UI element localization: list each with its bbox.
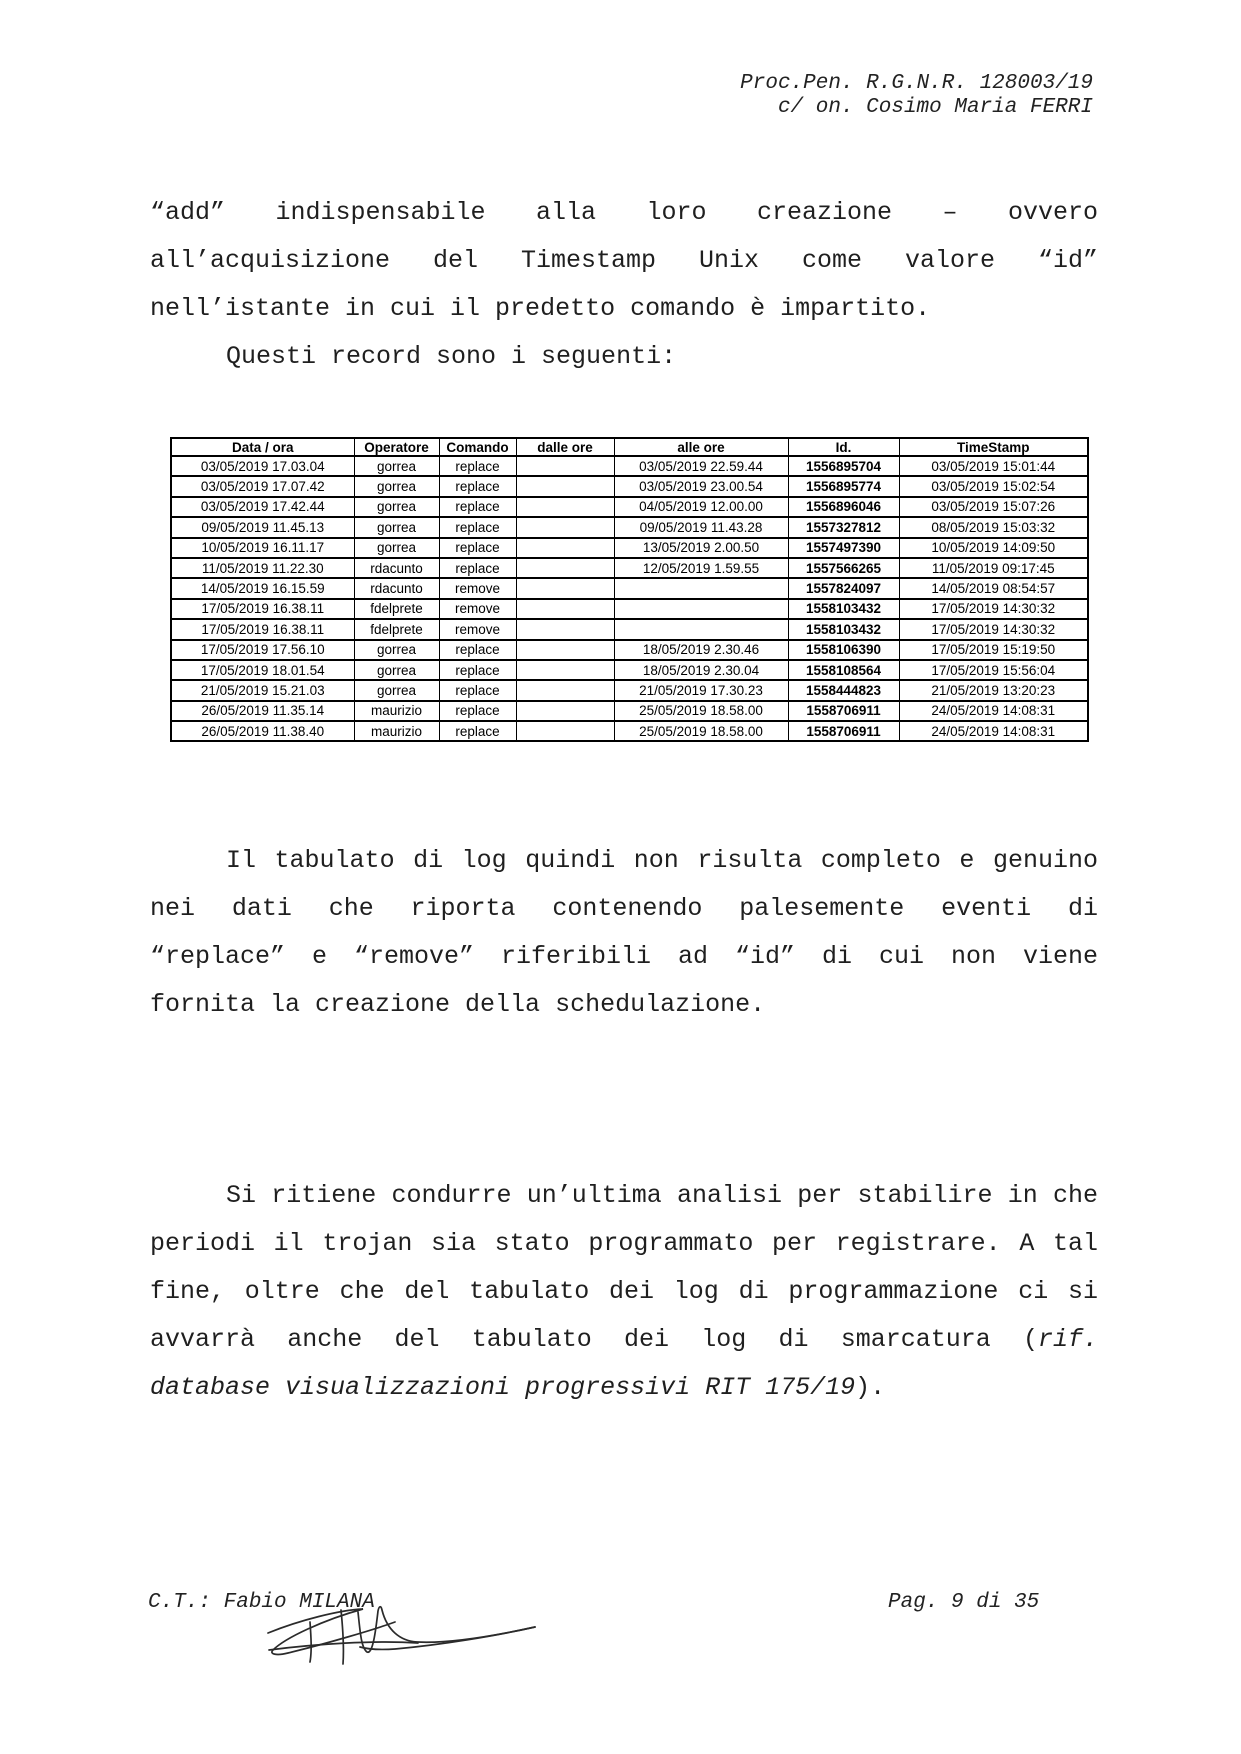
cell-dalle-ore (516, 599, 614, 619)
cell-comando: replace (439, 640, 516, 660)
cell-dalle-ore (516, 721, 614, 741)
cell-id: 1556896046 (788, 497, 899, 517)
col-header-alle-ore: alle ore (614, 438, 788, 456)
cell-data-ora: 17/05/2019 18.01.54 (171, 660, 354, 680)
cell-timestamp: 03/05/2019 15:01:44 (899, 456, 1088, 476)
col-header-dalle-ore: dalle ore (516, 438, 614, 456)
paragraph-add-timestamp (150, 189, 1098, 333)
log-table-row (171, 497, 1088, 517)
cell-dalle-ore (516, 619, 614, 639)
cell-id: 1557497390 (788, 538, 899, 558)
log-table-row (171, 599, 1088, 619)
cell-alle-ore (614, 578, 788, 598)
paragraph-tabulato-log (150, 837, 1098, 1029)
log-table-row (171, 476, 1088, 496)
cell-dalle-ore (516, 680, 614, 700)
cell-alle-ore: 21/05/2019 17.30.23 (614, 680, 788, 700)
cell-id: 1558444823 (788, 680, 899, 700)
cell-alle-ore: 18/05/2019 2.30.46 (614, 640, 788, 660)
cell-dalle-ore (516, 558, 614, 578)
cell-timestamp: 11/05/2019 09:17:45 (899, 558, 1088, 578)
col-header-data-ora: Data / ora (171, 438, 354, 456)
cell-operatore: gorrea (354, 660, 439, 680)
cell-data-ora: 26/05/2019 11.35.14 (171, 701, 354, 721)
paragraph-line: fine, oltre che del tabulato dei log di programmazione ci si (150, 1277, 1098, 1306)
cell-dalle-ore (516, 640, 614, 660)
cell-dalle-ore (516, 456, 614, 476)
cell-timestamp: 17/05/2019 14:30:32 (899, 619, 1088, 639)
col-header-id: Id. (788, 438, 899, 456)
cell-dalle-ore (516, 660, 614, 680)
cell-id: 1557824097 (788, 578, 899, 598)
cell-dalle-ore (516, 538, 614, 558)
cell-comando: replace (439, 558, 516, 578)
cell-data-ora: 03/05/2019 17.03.04 (171, 456, 354, 476)
cell-data-ora: 10/05/2019 16.11.17 (171, 538, 354, 558)
cell-operatore: gorrea (354, 456, 439, 476)
cell-data-ora: 17/05/2019 16.38.11 (171, 599, 354, 619)
cell-data-ora: 03/05/2019 17.42.44 (171, 497, 354, 517)
paragraph-questi-record (150, 333, 1098, 381)
log-table-row (171, 680, 1088, 700)
cell-id: 1557566265 (788, 558, 899, 578)
cell-alle-ore (614, 599, 788, 619)
cell-timestamp: 24/05/2019 14:08:31 (899, 701, 1088, 721)
log-table-row (171, 721, 1088, 741)
cell-operatore: gorrea (354, 538, 439, 558)
log-table-row (171, 578, 1088, 598)
log-table-row (171, 517, 1088, 537)
paragraph-line: Questi record sono i seguenti: (226, 342, 677, 371)
cell-dalle-ore (516, 701, 614, 721)
col-header-timestamp: TimeStamp (899, 438, 1088, 456)
cell-alle-ore: 25/05/2019 18.58.00 (614, 721, 788, 741)
cell-id: 1556895774 (788, 476, 899, 496)
cell-alle-ore: 13/05/2019 2.00.50 (614, 538, 788, 558)
cell-alle-ore: 03/05/2019 23.00.54 (614, 476, 788, 496)
paragraph-line: nei dati che riporta contenendo palesemente eventi di (150, 894, 1098, 923)
cell-operatore: fdelprete (354, 619, 439, 639)
cell-comando: remove (439, 599, 516, 619)
cell-id: 1558103432 (788, 619, 899, 639)
cell-comando: replace (439, 476, 516, 496)
cell-operatore: gorrea (354, 497, 439, 517)
footer-page-number: Pag. 9 di 35 (888, 1591, 1040, 1614)
cell-id: 1558106390 (788, 640, 899, 660)
cell-comando: remove (439, 578, 516, 598)
cell-timestamp: 24/05/2019 14:08:31 (899, 721, 1088, 741)
cell-alle-ore (614, 619, 788, 639)
cell-id: 1558103432 (788, 599, 899, 619)
footer-ct-name: C.T.: Fabio MILANA (148, 1591, 375, 1614)
cell-comando: replace (439, 721, 516, 741)
cell-comando: replace (439, 497, 516, 517)
log-table-row (171, 660, 1088, 680)
log-table-row (171, 640, 1088, 660)
cell-data-ora: 17/05/2019 17.56.10 (171, 640, 354, 660)
cell-timestamp: 10/05/2019 14:09:50 (899, 538, 1088, 558)
cell-data-ora: 14/05/2019 16.15.59 (171, 578, 354, 598)
cell-timestamp: 17/05/2019 15:56:04 (899, 660, 1088, 680)
cell-dalle-ore (516, 476, 614, 496)
cell-data-ora: 21/05/2019 15.21.03 (171, 680, 354, 700)
text-normal: ). (855, 1373, 886, 1402)
doc-header-line1: Proc.Pen. R.G.N.R. 128003/19 (740, 72, 1093, 95)
cell-timestamp: 03/05/2019 15:02:54 (899, 476, 1088, 496)
cell-timestamp: 14/05/2019 08:54:57 (899, 578, 1088, 598)
paragraph-line (150, 1316, 1098, 1364)
cell-timestamp: 17/05/2019 14:30:32 (899, 599, 1088, 619)
cell-timestamp: 08/05/2019 15:03:32 (899, 517, 1088, 537)
paragraph-ultima-analisi (150, 1172, 1098, 1412)
doc-header (740, 72, 1093, 120)
cell-alle-ore: 12/05/2019 1.59.55 (614, 558, 788, 578)
doc-header-line2: c/ on. Cosimo Maria FERRI (777, 96, 1093, 119)
cell-id: 1556895704 (788, 456, 899, 476)
text-italic-rif: rif. (1037, 1325, 1098, 1354)
cell-operatore: maurizio (354, 701, 439, 721)
cell-operatore: gorrea (354, 680, 439, 700)
cell-operatore: rdacunto (354, 578, 439, 598)
text-italic-database-rit: database visualizzazioni progressivi RIT 175/19 (150, 1373, 856, 1402)
cell-id: 1558108564 (788, 660, 899, 680)
cell-data-ora: 26/05/2019 11.38.40 (171, 721, 354, 741)
cell-timestamp: 17/05/2019 15:19:50 (899, 640, 1088, 660)
cell-comando: replace (439, 538, 516, 558)
col-header-comando: Comando (439, 438, 516, 456)
log-table (170, 437, 1089, 742)
log-table-row (171, 456, 1088, 476)
cell-operatore: gorrea (354, 476, 439, 496)
log-table-row (171, 619, 1088, 639)
cell-dalle-ore (516, 497, 614, 517)
paragraph-line: Si ritiene condurre un’ultima analisi per stabilire in che (226, 1181, 1098, 1210)
cell-comando: replace (439, 680, 516, 700)
cell-data-ora: 03/05/2019 17.07.42 (171, 476, 354, 496)
cell-comando: replace (439, 517, 516, 537)
cell-operatore: gorrea (354, 640, 439, 660)
cell-comando: replace (439, 660, 516, 680)
cell-alle-ore: 25/05/2019 18.58.00 (614, 701, 788, 721)
cell-timestamp: 03/05/2019 15:07:26 (899, 497, 1088, 517)
paragraph-line (150, 1364, 1098, 1412)
cell-alle-ore: 03/05/2019 22.59.44 (614, 456, 788, 476)
col-header-operatore: Operatore (354, 438, 439, 456)
text-normal: avvarrà anche del tabulato dei log di smarcatura ( (150, 1325, 1038, 1354)
cell-operatore: gorrea (354, 517, 439, 537)
log-table-row (171, 701, 1088, 721)
cell-comando: replace (439, 701, 516, 721)
cell-operatore: rdacunto (354, 558, 439, 578)
cell-data-ora: 11/05/2019 11.22.30 (171, 558, 354, 578)
cell-comando: replace (439, 456, 516, 476)
cell-dalle-ore (516, 517, 614, 537)
cell-data-ora: 09/05/2019 11.45.13 (171, 517, 354, 537)
cell-alle-ore: 04/05/2019 12.00.00 (614, 497, 788, 517)
cell-id: 1558706911 (788, 701, 899, 721)
cell-timestamp: 21/05/2019 13:20:23 (899, 680, 1088, 700)
paragraph-line: nell’istante in cui il predetto comando è impartito. (150, 294, 931, 323)
paragraph-line: “add” indispensabile alla loro creazione – ovvero (150, 198, 1098, 227)
cell-operatore: maurizio (354, 721, 439, 741)
cell-id: 1557327812 (788, 517, 899, 537)
cell-data-ora: 17/05/2019 16.38.11 (171, 619, 354, 639)
cell-operatore: fdelprete (354, 599, 439, 619)
paragraph-line: all’acquisizione del Timestamp Unix come valore “id” (150, 246, 1098, 275)
cell-id: 1558706911 (788, 721, 899, 741)
cell-alle-ore: 18/05/2019 2.30.04 (614, 660, 788, 680)
cell-alle-ore: 09/05/2019 11.43.28 (614, 517, 788, 537)
paragraph-line: Il tabulato di log quindi non risulta completo e genuino (226, 846, 1098, 875)
paragraph-line: “replace” e “remove” riferibili ad “id” di cui non viene (150, 942, 1098, 971)
cell-dalle-ore (516, 578, 614, 598)
cell-comando: remove (439, 619, 516, 639)
log-table-row (171, 538, 1088, 558)
log-table-row (171, 558, 1088, 578)
log-table-header-row (171, 438, 1088, 456)
paragraph-line: periodi il trojan sia stato programmato per registrare. A tal (150, 1229, 1098, 1258)
paragraph-line: fornita la creazione della schedulazione. (150, 990, 766, 1019)
